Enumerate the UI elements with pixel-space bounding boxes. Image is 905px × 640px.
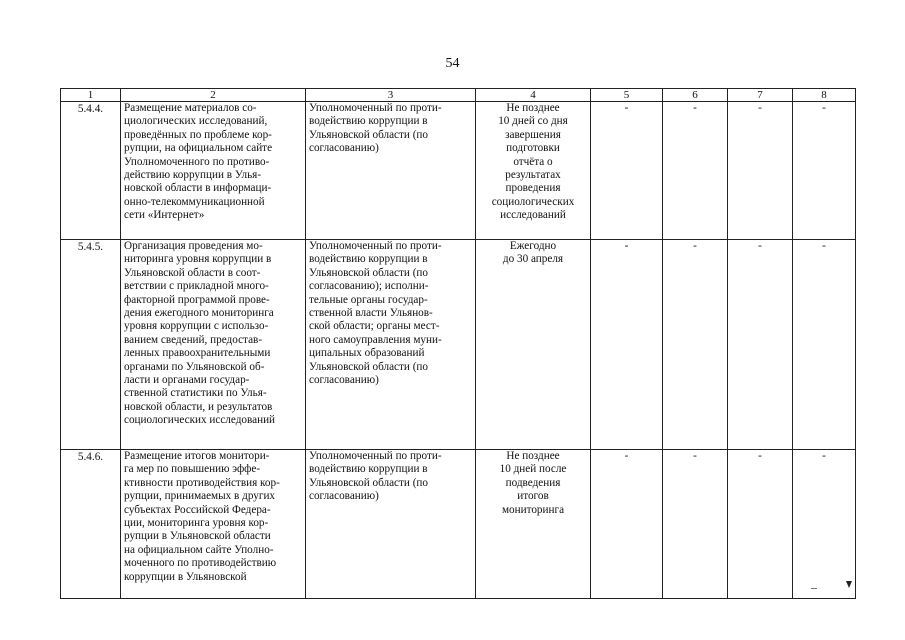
column-header: 4 [476,89,591,102]
row-number: 5.4.6. [61,450,121,599]
value-cell: - [728,102,793,240]
value-cell: - [663,450,728,599]
value-cell: - [591,102,663,240]
column-header: 6 [663,89,728,102]
value-cell: - [793,240,856,450]
action-description: Размещение материалов со- циологических исследований, проведённых по проблеме кор- рупции, на официальном сайте Уполномоченного по противо- действию коррупции в Улья- новской области в информаци- онно-телекоммуникационной сети «Интернет» [121,102,306,240]
value-cell: - [728,450,793,599]
executor-cell: Уполномоченный по проти- водействию коррупции в Ульяновской области (по согласованию); исполни- тельные органы государ- ственной власти Ульянов- ской области; органы мест- ного самоуправления муни- ципальных образований Ульяновской области (по согласованию) [306,240,476,450]
row-number: 5.4.5. [61,240,121,450]
value-cell: - [663,102,728,240]
table-row [61,102,856,240]
value-cell: - [793,102,856,240]
executor-cell: Уполномоченный по проти- водействию коррупции в Ульяновской области (по согласованию) [306,102,476,240]
row-number: 5.4.4. [61,102,121,240]
value-cell: - [591,450,663,599]
value-cell: - [591,240,663,450]
scan-mark [811,588,817,589]
action-description: Организация проведения мо- ниторинга уровня коррупции в Ульяновской области в соот- ветствии с прикладной много- факторной программой прове- дения ежегодного мониторинга уровня коррупции с использо- ванием сведений, предостав- ленных правоохранительными органами по Ульяновской об- ласти и органами государ- ственной статистики по Улья- новской области, и результатов социологических исследований [121,240,306,450]
scan-mark [846,581,852,588]
table-row [61,450,856,599]
table-row [61,240,856,450]
column-header: 7 [728,89,793,102]
column-header: 1 [61,89,121,102]
action-plan-table [60,88,856,599]
value-cell: - [663,240,728,450]
deadline-cell: Не позднее 10 дней со дня завершения подготовки отчёта о результатах проведения социологических исследований [476,102,591,240]
deadline-cell: Не позднее 10 дней после подведения итогов мониторинга [476,450,591,599]
executor-cell: Уполномоченный по проти- водействию коррупции в Ульяновской области (по согласованию) [306,450,476,599]
column-header: 2 [121,89,306,102]
column-header: 8 [793,89,856,102]
table-header-row [61,89,856,102]
column-header: 5 [591,89,663,102]
deadline-cell: Ежегодно до 30 апреля [476,240,591,450]
action-description: Размещение итогов монитори- га мер по повышению эффе- ктивности противодействия кор- рупции, принимаемых в других субъектах Российской Федера- ции, мониторинга уровня кор- рупции в Ульяновской области на официальном сайте Уполно- моченного по противодействию коррупции в Ульяновской [121,450,306,599]
value-cell: - [728,240,793,450]
page-number: 54 [445,56,460,71]
value-cell: - [793,450,856,599]
column-header: 3 [306,89,476,102]
